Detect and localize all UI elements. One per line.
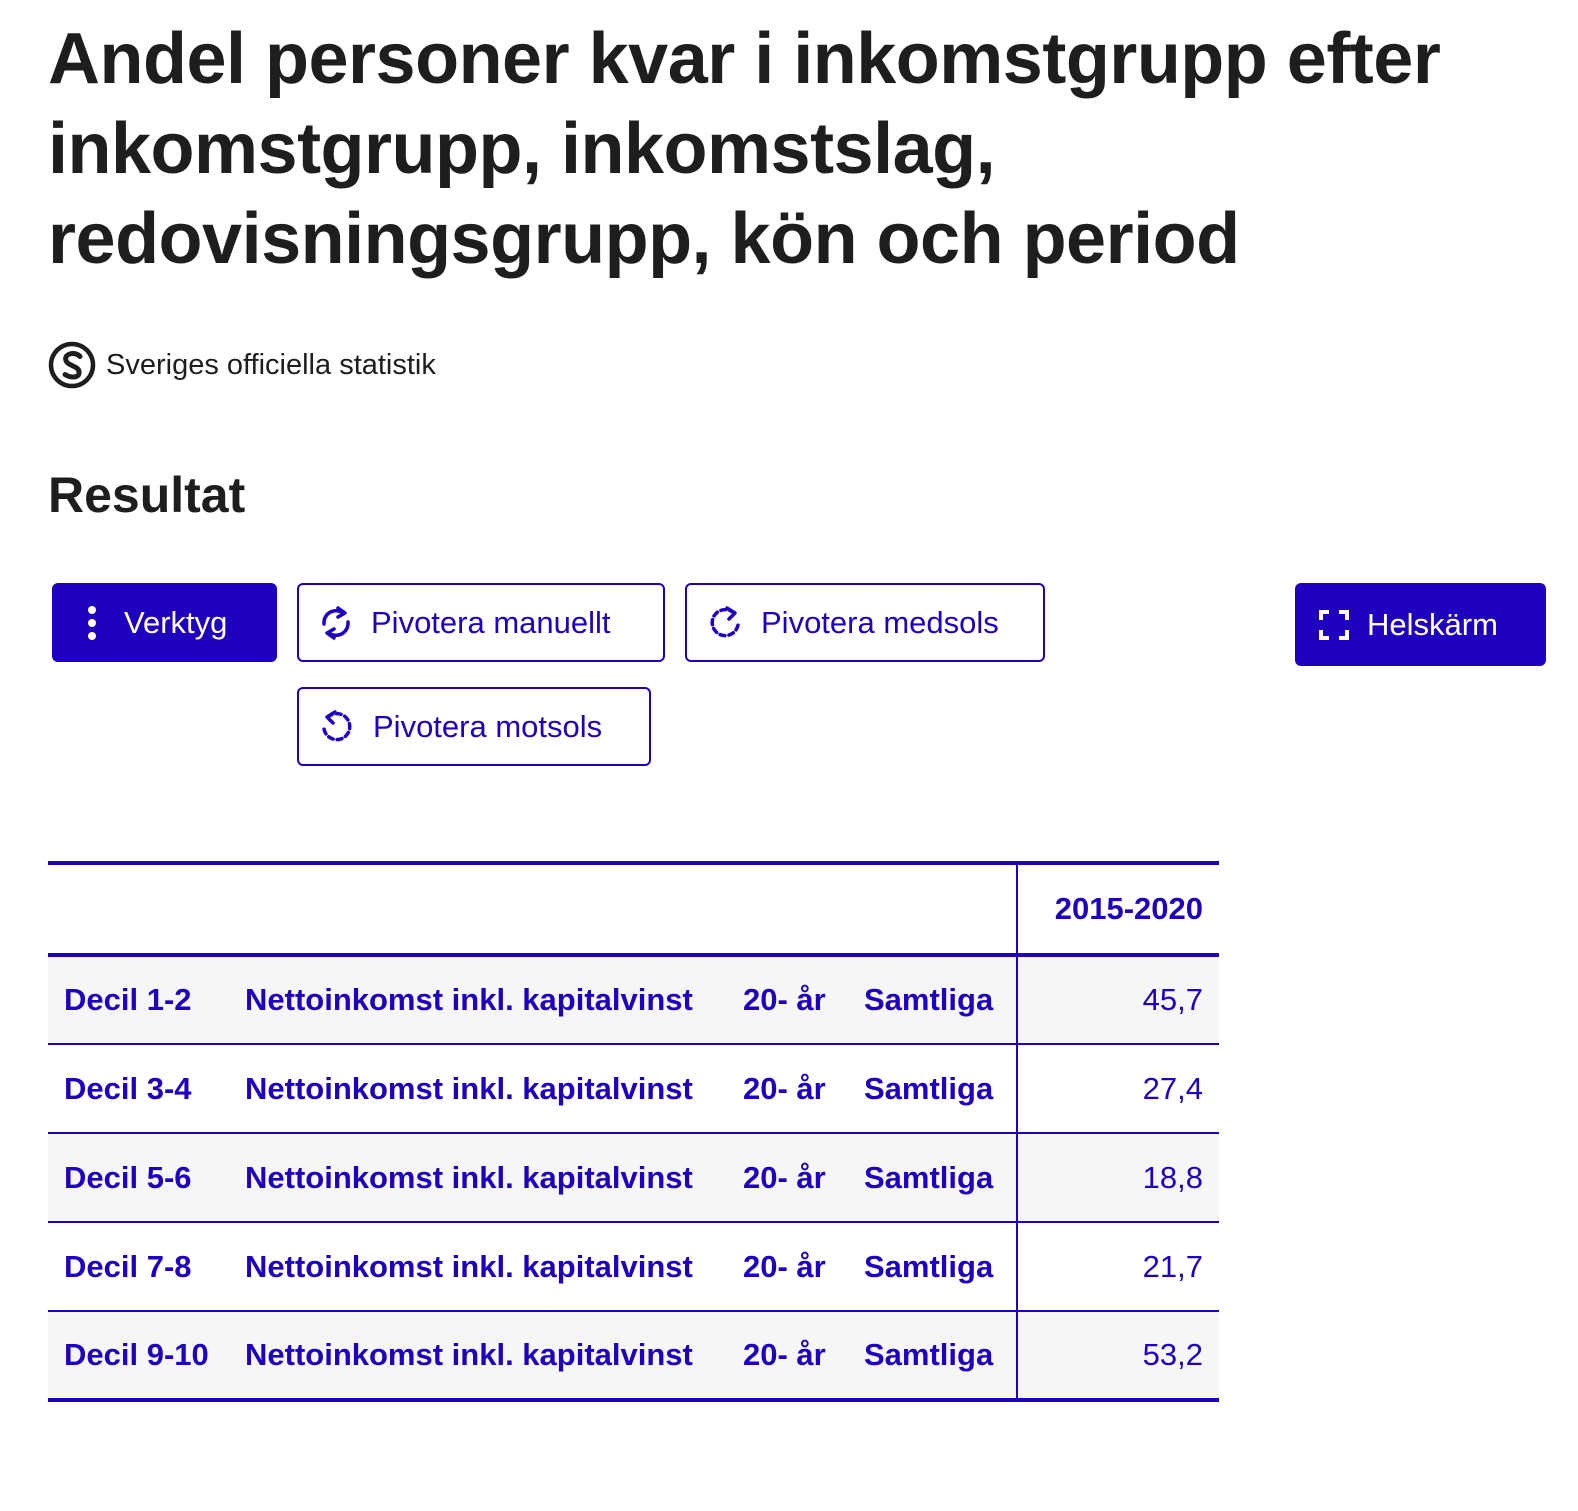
cell-income-group: Decil 5-6 [64,1159,192,1195]
cell-income-type: Nettoinkomst inkl. kapitalvinst [245,1159,693,1195]
tools-button[interactable] [52,583,277,662]
cell-income-group: Decil 7-8 [64,1248,192,1284]
cell-income-type: Nettoinkomst inkl. kapitalvinst [245,1248,693,1284]
tools-button-label: Verktyg [124,604,228,640]
cell-value: 21,7 [1017,1222,1219,1311]
cell-income-type: Nettoinkomst inkl. kapitalvinst [245,1070,693,1106]
pivot-counterclockwise-button[interactable] [297,687,651,766]
cell-sex: Samtliga [864,982,994,1017]
cell-value: 18,8 [1017,1133,1219,1222]
sos-logo-icon [48,341,96,389]
cell-age-group: 20- år [743,1159,826,1195]
cell-income-type: Nettoinkomst inkl. kapitalvinst [245,982,693,1017]
table-row [48,1222,1219,1311]
cell-age-group: 20- år [743,1337,826,1372]
cell-income-group: Decil 1-2 [64,982,192,1017]
table-row [48,955,1219,1044]
results-heading: Resultat [48,467,246,523]
table-header-row [48,863,1219,955]
cell-value: 53,2 [1017,1311,1219,1400]
cell-sex: Samtliga [864,1159,994,1195]
cell-sex: Samtliga [864,1070,994,1106]
rotate-counterclockwise-icon [319,708,355,746]
official-statistics-text: Sveriges officiella statistik [106,348,436,381]
pivot-clockwise-button[interactable] [685,583,1045,662]
table-row [48,1311,1219,1400]
cell-value: 27,4 [1017,1044,1219,1133]
fullscreen-icon [1319,610,1349,640]
cell-sex: Samtliga [864,1248,994,1284]
cell-age-group: 20- år [743,982,826,1017]
table-header-stub [48,863,1017,955]
cell-income-group: Decil 9-10 [64,1337,209,1372]
table-row [48,1133,1219,1222]
cell-income-type: Nettoinkomst inkl. kapitalvinst [245,1337,693,1372]
fullscreen-label: Helskärm [1367,606,1498,642]
column-header-period: 2015-2020 [1017,863,1219,955]
rotate-clockwise-icon [707,604,743,642]
pivot-manual-button[interactable] [297,583,665,662]
pivot-counterclockwise-label: Pivotera motsols [373,708,603,744]
table-row [48,1044,1219,1133]
cell-income-group: Decil 3-4 [64,1070,192,1106]
cell-sex: Samtliga [864,1337,994,1372]
more-vertical-icon [88,605,96,641]
official-statistics-label [48,340,436,390]
fullscreen-button[interactable] [1295,583,1546,666]
pivot-clockwise-label: Pivotera medsols [761,604,999,640]
table-body [48,955,1219,1400]
page-title: Andel personer kvar i inkomstgrupp efter inkomstgrupp, inkomstslag, redovisningsgrupp, kön och period [48,19,1441,279]
cell-value: 45,7 [1017,955,1219,1044]
pivot-manual-label: Pivotera manuellt [371,604,611,640]
cell-age-group: 20- år [743,1248,826,1284]
results-table [48,861,1219,1402]
cell-age-group: 20- år [743,1070,826,1106]
sync-arrows-icon [319,604,353,642]
